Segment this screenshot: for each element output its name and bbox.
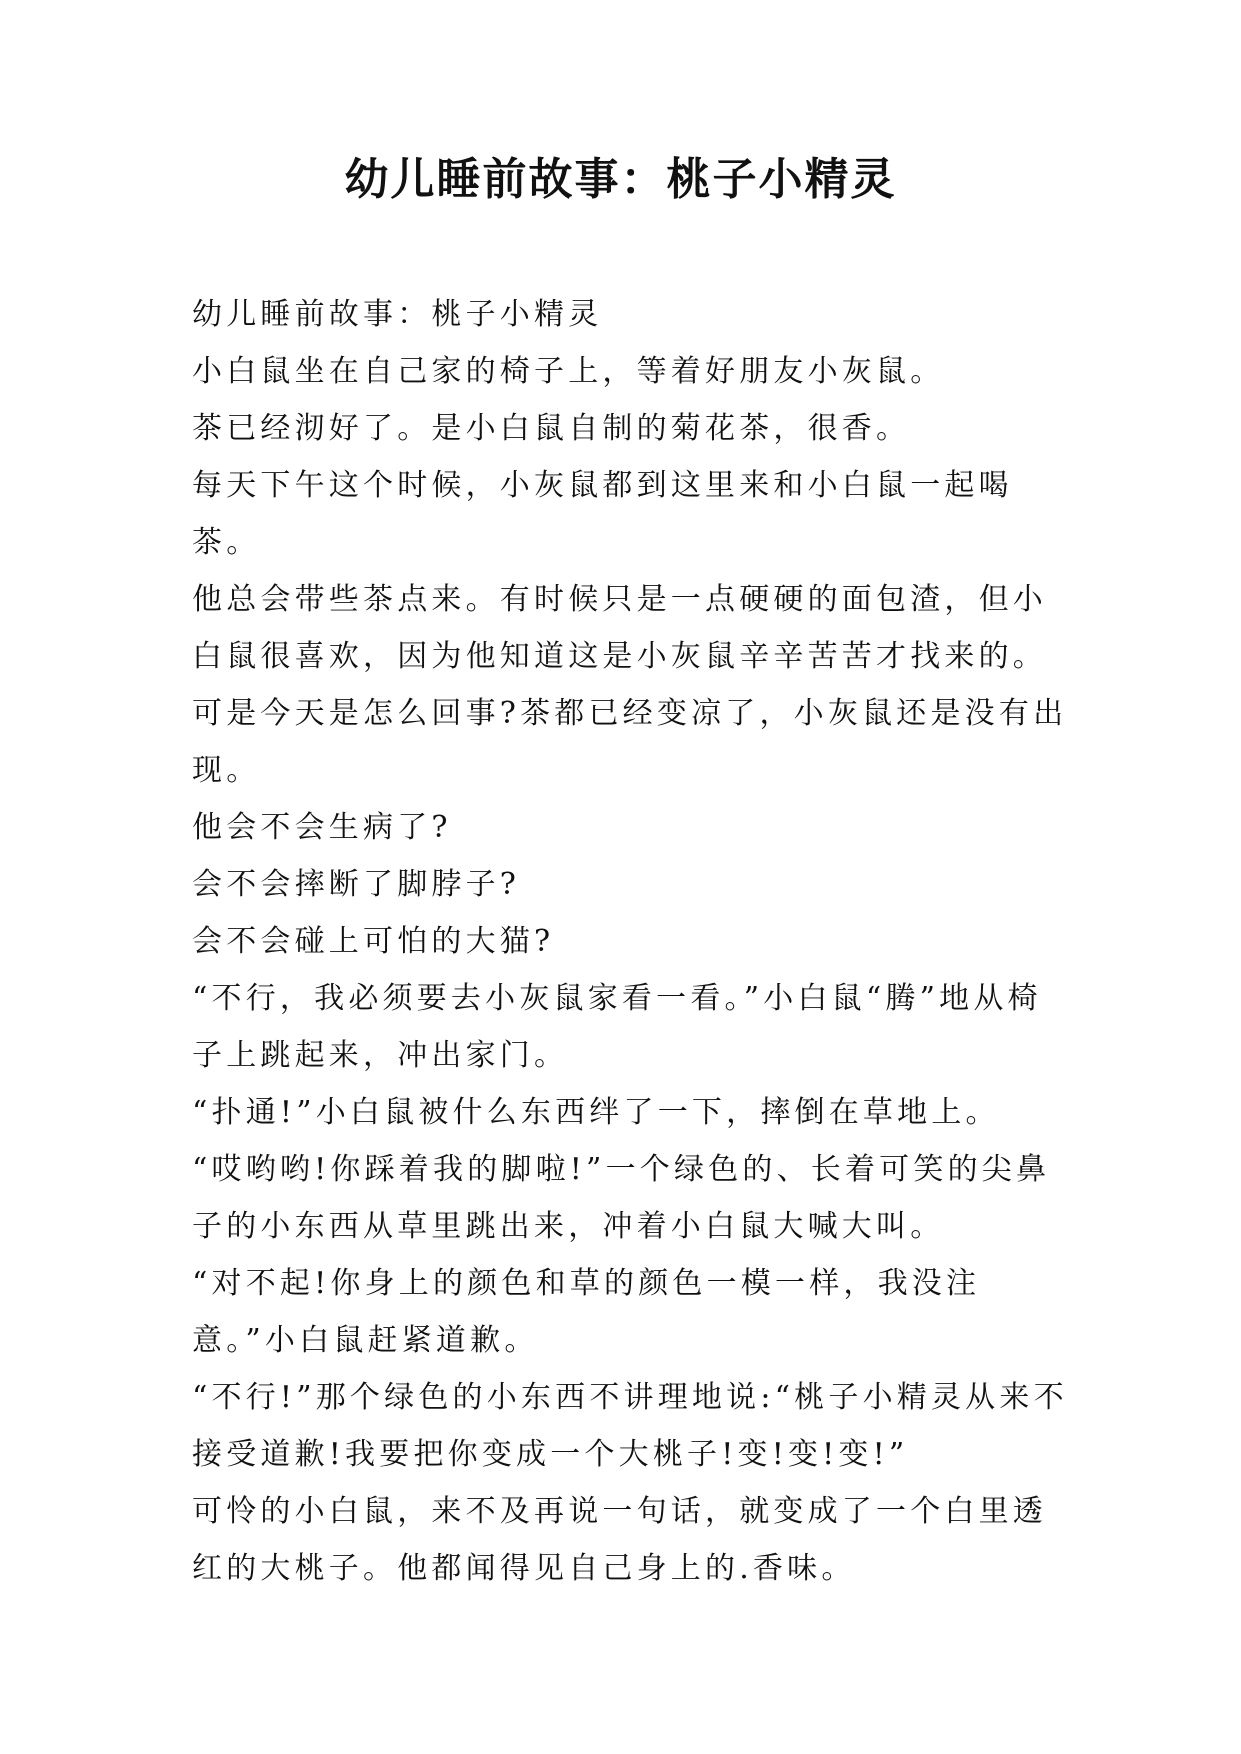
paragraph: 会不会摔断了脚脖子? xyxy=(192,867,521,902)
paragraph: 可是今天是怎么回事?茶都已经变凉了，小灰鼠还是没有出现。 xyxy=(192,696,1068,788)
page-title: 幼儿睡前故事：桃子小精灵 xyxy=(344,154,897,205)
paragraph: 茶已经沏好了。是小白鼠自制的菊花茶，很香。 xyxy=(192,411,911,446)
paragraph: 他总会带些茶点来。有时候只是一点硬硬的面包渣，但小白鼠很喜欢，因为他知道这是小灰鼠辛辛苦苦才找来的。 xyxy=(192,582,1047,674)
paragraph: 他会不会生病了? xyxy=(192,810,452,845)
paragraph: “哎哟哟!你踩着我的脚啦!”一个绿色的、长着可笑的尖鼻子的小东西从草里跳出来，冲着小白鼠大喊大叫。 xyxy=(192,1152,1051,1244)
paragraph: 每天下午这个时候，小灰鼠都到这里来和小白鼠一起喝茶。 xyxy=(192,468,1013,560)
paragraph: “对不起!你身上的颜色和草的颜色一模一样，我没注意。”小白鼠赶紧道歉。 xyxy=(192,1266,981,1358)
paragraph: 可怜的小白鼠，来不及再说一句话，就变成了一个白里透红的大桃子。他都闻得见自己身上的.香味。 xyxy=(192,1494,1047,1586)
paragraph: “扑通!”小白鼠被什么东西绊了一下，摔倒在草地上。 xyxy=(192,1095,1000,1130)
paragraph: “不行!”那个绿色的小东西不讲理地说:“桃子小精灵从来不接受道歉!我要把你变成一个大桃子!变!变!变!” xyxy=(192,1380,1068,1472)
paragraph: 会不会碰上可怕的大猫? xyxy=(192,924,555,959)
story-body xyxy=(192,286,1072,1597)
paragraph: 幼儿睡前故事：桃子小精灵 xyxy=(192,297,603,332)
paragraph: 小白鼠坐在自己家的椅子上，等着好朋友小灰鼠。 xyxy=(192,354,945,389)
paragraph: “不行，我必须要去小灰鼠家看一看。”小白鼠“腾”地从椅子上跳起来，冲出家门。 xyxy=(192,981,1042,1073)
